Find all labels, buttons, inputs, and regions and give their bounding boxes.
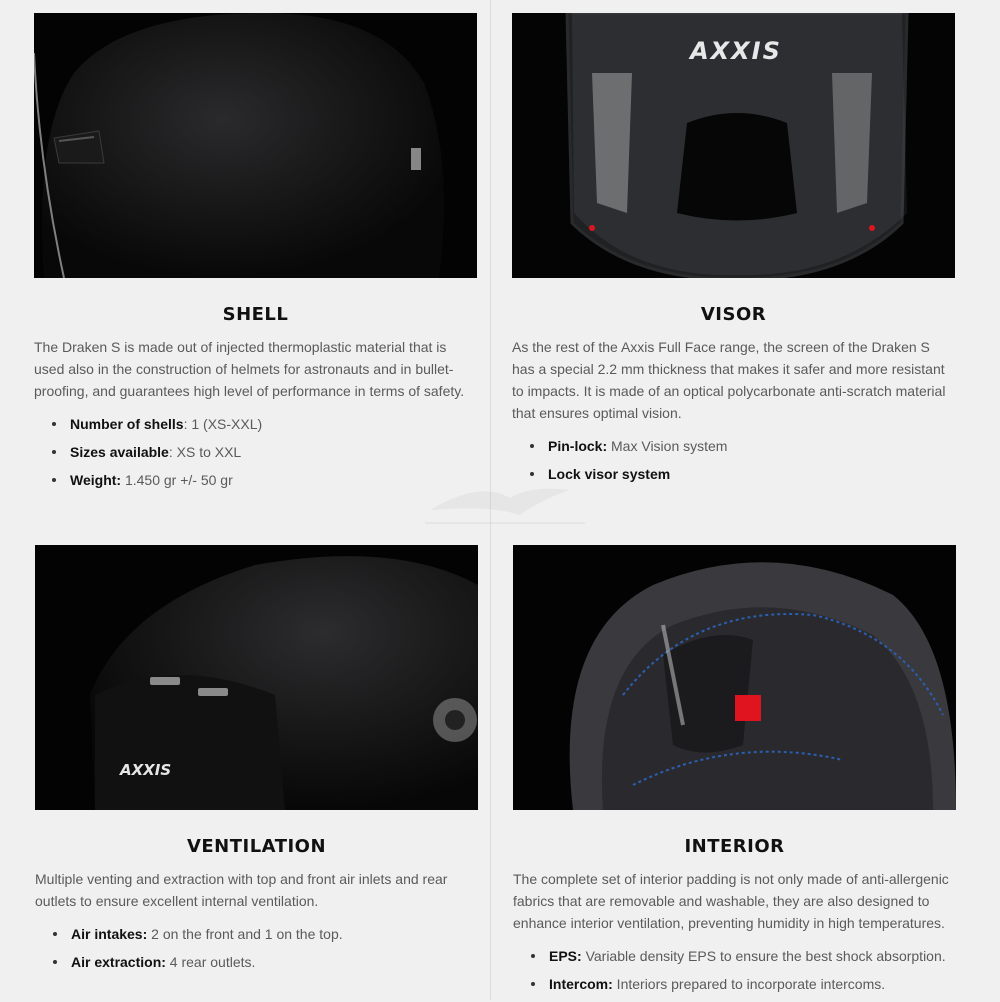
section-description: Multiple venting and extraction with top and front air inlets and rear outlets to ensure excellent internal ventilation. — [35, 871, 448, 909]
spec-item — [50, 442, 477, 462]
section-description: The complete set of interior padding is not only made of anti-allergenic fabrics that are removable and washable, they are also designed to enhance interior ventilation, preventing humidity in high temperatures. — [513, 871, 949, 931]
spec-value: 2 on the front and 1 on the top. — [147, 926, 343, 942]
helmet-shell-top-image — [34, 13, 477, 278]
section-ventilation — [35, 545, 478, 980]
spec-list — [513, 946, 956, 994]
ventilation-photo — [35, 545, 478, 810]
helmet-interior-padding-image — [513, 545, 956, 810]
section-interior — [513, 545, 956, 1002]
section-visor — [512, 13, 955, 492]
spec-value: 4 rear outlets. — [165, 954, 256, 970]
spec-label: Air extraction: — [71, 954, 166, 970]
spec-item — [50, 414, 477, 434]
spec-label: Weight: — [70, 472, 122, 488]
visor-photo — [512, 13, 955, 278]
brand-logo-text: AXXIS — [690, 37, 782, 65]
spec-item — [529, 974, 956, 994]
spec-label: Number of shells — [70, 416, 184, 432]
spec-label: Air intakes: — [71, 926, 148, 942]
section-title: VISOR — [700, 304, 767, 325]
spec-separator: : — [168, 444, 173, 460]
spec-value: XS to XXL — [172, 444, 242, 460]
spec-value: 1 (XS-XXL) — [187, 416, 263, 432]
section-title: INTERIOR — [684, 836, 785, 857]
spec-value: Interiors prepared to incorporate intercoms. — [612, 976, 886, 992]
helmet-rear-vents-image — [35, 545, 478, 810]
spec-list — [512, 436, 955, 484]
shell-photo — [34, 13, 477, 278]
spec-item — [529, 946, 956, 966]
spec-value: Variable density EPS to ensure the best shock absorption. — [581, 948, 946, 964]
spec-label: EPS: — [549, 948, 582, 964]
interior-photo — [513, 545, 956, 810]
spec-label: Pin-lock: — [548, 438, 608, 454]
section-description: As the rest of the Axxis Full Face range, the screen of the Draken S has a special 2.2 mm thickness that makes it safer and more resistant to impacts. It is made of an optical polycarbonate anti-scratch material that ensures optimal vision. — [512, 339, 946, 421]
spec-separator: : — [183, 416, 188, 432]
spec-label: Intercom: — [549, 976, 613, 992]
spec-label: Lock visor system — [548, 466, 671, 482]
section-title: VENTILATION — [186, 836, 327, 857]
spec-item — [51, 924, 478, 944]
section-shell — [34, 13, 477, 498]
spec-item — [528, 436, 955, 456]
section-title: SHELL — [222, 304, 289, 325]
section-description: The Draken S is made out of injected thermoplastic material that is used also in the construction of helmets for astronauts and in bullet-proofing, and guarantees high level of performance in terms of safety. — [34, 339, 465, 399]
spec-list — [34, 414, 477, 490]
helmet-visor-front-image — [512, 13, 955, 278]
svg-text:AXXIS: AXXIS — [120, 761, 172, 779]
spec-value: Max Vision system — [607, 438, 728, 454]
spec-value: 1.450 gr +/- 50 gr — [121, 472, 233, 488]
spec-item — [51, 952, 478, 972]
spec-item — [50, 470, 477, 490]
spec-label: Sizes available — [70, 444, 169, 460]
spec-list — [35, 924, 478, 972]
spec-item — [528, 464, 955, 484]
